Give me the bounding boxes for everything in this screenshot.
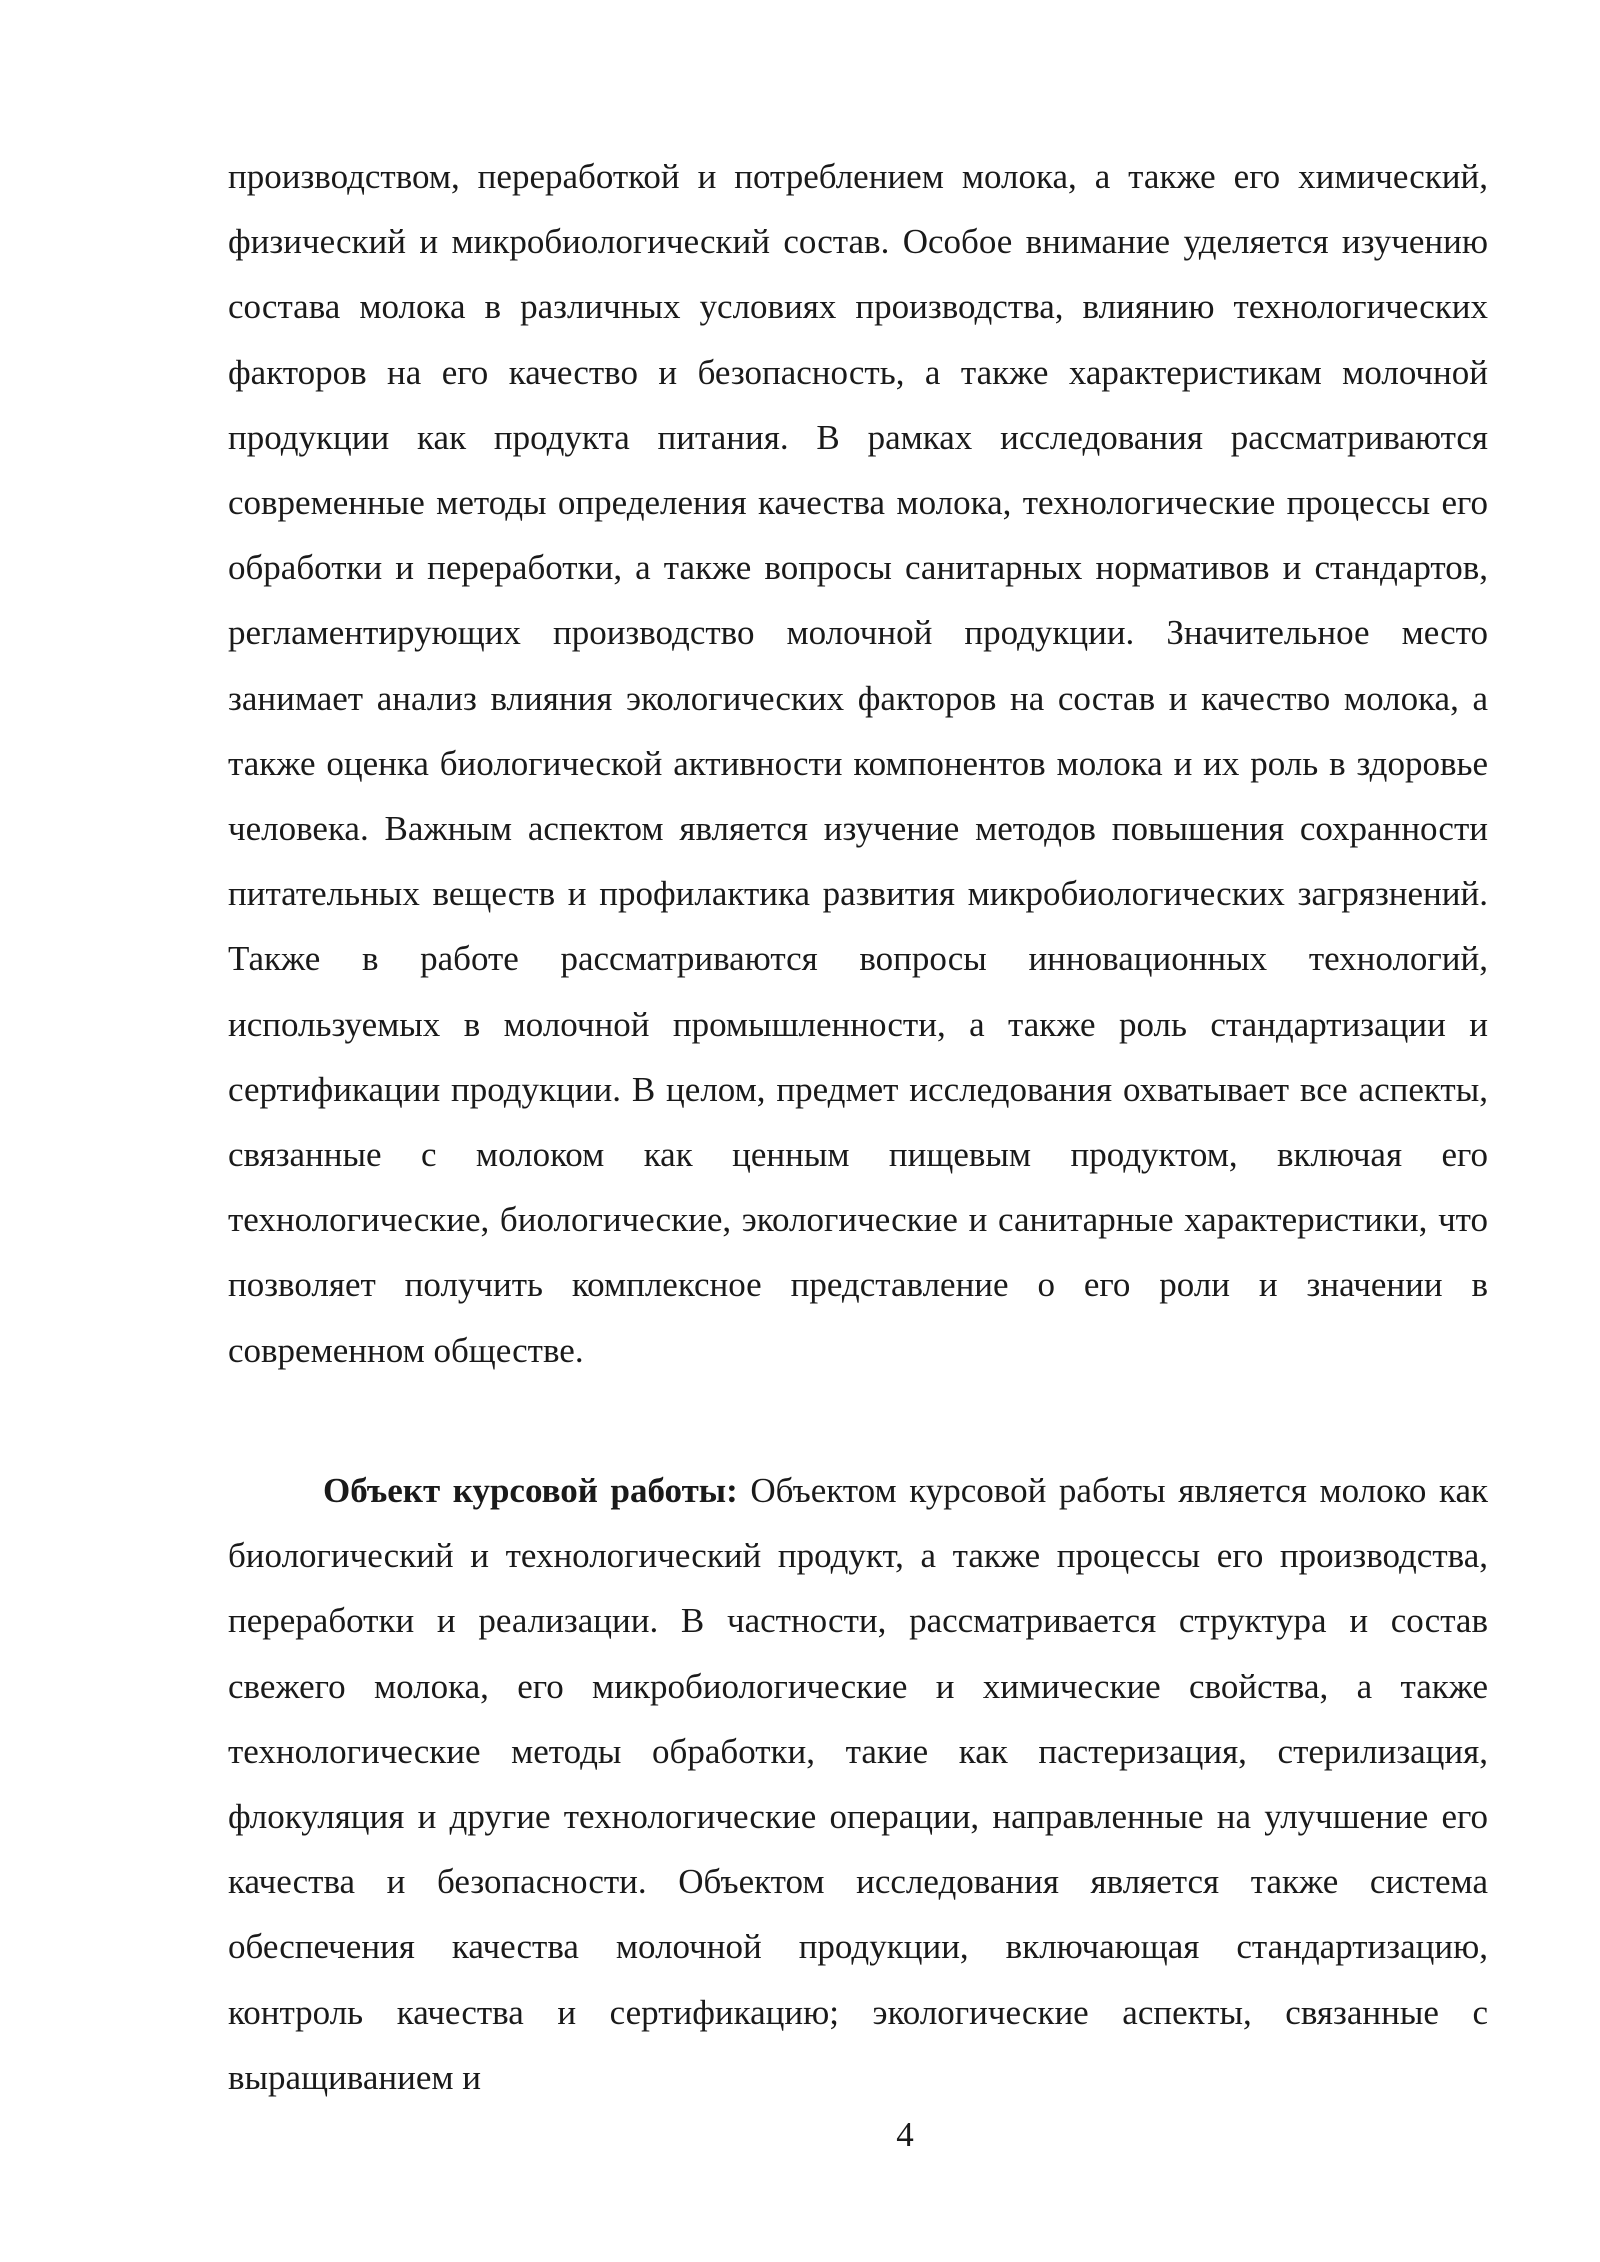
- paragraph-lead-heading: Объект курсовой работы:: [323, 1471, 738, 1510]
- page-number: 4: [896, 2115, 914, 2154]
- paragraph-text: Объектом курсовой работы является молоко как биологический и технологический продукт, а также процессы его производства, переработки и реализации. В частности, рассматривается структура и состав свежего молока, его микробиологические и химические свойства, а также технологические методы обработки, такие как пастеризация, стерилизация, флокуляция и другие технологические операции, направленные на улучшение его качества и безопасности. Объектом исследования является также система обеспечения качества молочной продукции, включающая стандартизацию, контроль качества и сертификацию; экологические аспекты, связанные с выращиванием и: [228, 1471, 1489, 2097]
- paragraph-text: производством, переработкой и потреблением молока, а также его химический, физический и микробиологический состав. Особое внимание уделяется изучению состава молока в различных условиях производства, влиянию технологических факторов на его качество и безопасность, а также характеристикам молочной продукции как продукта питания. В рамках исследования рассматриваются современные методы определения качества молока, технологические процессы его обработки и переработки, а также вопросы санитарных нормативов и стандартов, регламентирующих производство молочной продукции. Значительное место занимает анализ влияния экологических факторов на состав и качество молока, а также оценка биологической активности компонентов молока и их роль в здоровье человека. Важным аспектом является изучение методов повышения сохранности питательных веществ и профилактика развития микробиологических загрязнений. Также в работе рассматриваются вопросы инновационных технологий, используемых в молочной промышленности, а также роль стандартизации и сертификации продукции. В целом, предмет исследования охватывает все аспекты, связанные с молоком как ценным пищевым продуктом, включая его технологические, биологические, экологические и санитарные характеристики, что позволяет получить комплексное представление о его роли и значении в современном обществе.: [228, 157, 1488, 1370]
- body-paragraph-object: [228, 1458, 1488, 2110]
- body-paragraph-subject: [228, 144, 1488, 1383]
